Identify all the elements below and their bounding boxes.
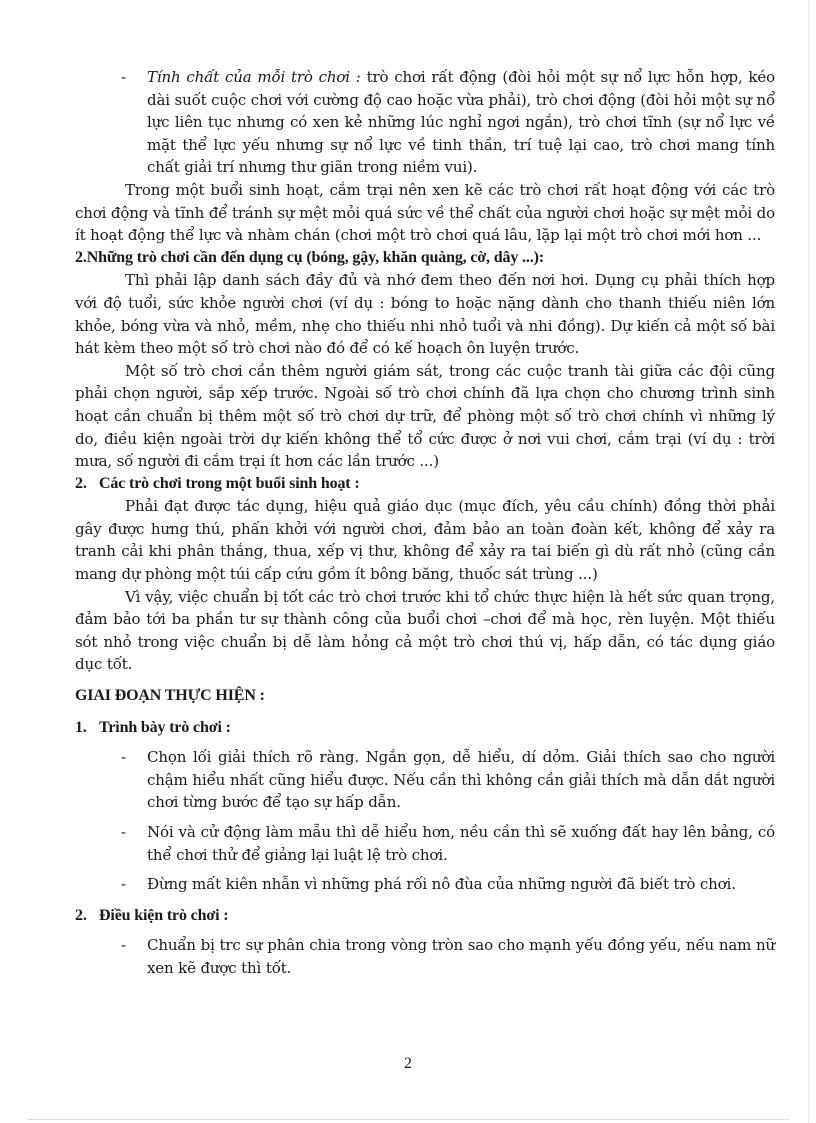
paragraph: Một số trò chơi cần thêm người giám sát, trong các cuộc tranh tài giữa các đội cũng phải chọn người, sắp xếp trước. Ngoài số trò chơi chính đã lựa chọn cho chương trình sinh hoạt cần chuẩn bị thêm một số trò chơi dự trữ, để phòng một số trò chơi chính vì những lý do, điều kiện ngoài trời dự kiến không thể tổ cức được ở nơi vui chơi, cắm trại (ví dụ : trời mưa, số người đi cắm trại ít hơn các lần trước ...) xyxy=(75,361,775,471)
bullet-dash: - xyxy=(121,748,126,767)
paragraph: Vì vậy, việc chuẩn bị tốt các trò chơi trước khi tổ chức thực hiện là hết sức quan trọng, đảm bảo tới ba phần tư sự thành công của buổi chơi –chơi để mà học, rèn luyện. Một thiếu sót nhỏ trong việc chuẩn bị dễ làm hỏng cả một trò chơi thú vị, hấp dẫn, có tác dụng giáo dục tốt. xyxy=(75,587,775,674)
bullet-text: Đừng mất kiên nhẫn vì những phá rối nô đùa của những người đã biết trò chơi. xyxy=(147,875,736,894)
heading-text: Trình bày trò chơi : xyxy=(99,718,231,736)
numbered-heading xyxy=(75,473,775,496)
bullet-dash: - xyxy=(121,875,126,894)
bullet-item xyxy=(121,934,775,979)
bullet-item xyxy=(121,873,775,896)
page-right-edge xyxy=(808,0,809,1123)
numbered-heading xyxy=(75,717,775,740)
bullet-dash: - xyxy=(121,936,126,955)
bullet-item xyxy=(121,746,775,814)
heading-number: 1. xyxy=(75,718,87,736)
bullet-item xyxy=(121,821,775,866)
paragraph: Trong một buổi sinh hoạt, cắm trại nên xen kẽ các trò chơi rất hoạt động với các trò chơi động và tĩnh để tránh sự mệt mỏi quá sức về thể chất của người chơi hoặc sự mệt mỏi do ít hoạt động thể lực và nhàm chán (chơi một trò chơi quá lâu, lặp lại một trò chơi mới hơn ... xyxy=(75,180,775,245)
paragraph: Phải đạt được tác dụng, hiệu quả giáo dục (mục đích, yêu cầu chính) đồng thời phải gây được hưng thú, phấn khởi với người chơi, đảm bảo an toàn đoàn kết, không để xảy ra tranh cải khi phân thắng, thua, xếp vị thư, không để xảy ra tai biến gì dù rất nhỏ (cũng cần mang dự phòng một túi cấp cứu gồm ít bông băng, thuốc sát trùng ...) xyxy=(75,497,775,584)
bullet-dash: - xyxy=(121,823,126,841)
page-number: 2 xyxy=(404,1055,412,1072)
bullet-text: Chọn lối giải thích rõ ràng. Ngắn gọn, dễ hiểu, dí dỏm. Giải thích sao cho người chậm hiểu nhất cũng hiểu được. Nếu cần thì không cần giải thích mà dẫn dắt người chơi từng bước để tạo sự hấp dẫn. xyxy=(147,748,775,812)
bullet-item xyxy=(121,66,775,179)
numbered-heading xyxy=(75,905,775,928)
heading-number: 2. xyxy=(75,474,87,492)
heading-text: Các trò chơi trong một buổi sinh hoạt : xyxy=(99,474,360,492)
paragraph: Thì phải lập danh sách đầy đủ và nhớ đem theo đến nơi hơi. Dụng cụ phải thích hợp với độ tuổi, sức khỏe người chơi (ví dụ : bóng to hoặc nặng dành cho thanh thiếu niên lớn khỏe, bóng vừa và nhỏ, mềm, nhẹ cho thiếu nhi nhỏ tuổi và nhi đồng). Dự kiến cả một số bài hát kèm theo một số trò chơi nào đó để có kế hoạch ôn luyện trước. xyxy=(75,271,775,358)
phase-heading: GIAI ĐOẠN THỰC HIỆN : xyxy=(75,687,265,705)
page-content xyxy=(75,66,775,980)
heading-text: Điều kiện trò chơi : xyxy=(99,906,229,924)
section-heading: 2.Những trò chơi cần đến dụng cụ (bóng, gậy, khăn quàng, cờ, dây ...): xyxy=(75,248,544,266)
bullet-text xyxy=(147,66,775,179)
heading-number: 2. xyxy=(75,906,87,924)
page-bottom-divider xyxy=(28,1119,788,1120)
bullet-text: Chuẩn bị trc sự phân chia trong vòng tròn sao cho mạnh yếu đồng yếu, nếu nam nữ xen kẽ được thì tốt. xyxy=(147,936,775,977)
italic-term: Tính chất của mỗi trò chơi : xyxy=(147,68,361,86)
bullet-dash: - xyxy=(121,68,126,86)
bullet-text: Nói và cử động làm mẫu thì dễ hiểu hơn, nều cần thì sẽ xuống đất hay lên bảng, có thể chơi thử để giảng lại luật lệ trò chơi. xyxy=(147,823,775,864)
bullet-body: trò chơi rất động (đòi hỏi một sự nổ lực hỗn hợp, kéo dài suốt cuộc chơi với cường độ cao hoặc vừa phải), trò chơi động (đòi hỏi một sự nổ lực liên tục nhưng có xen kẻ những lúc nghỉ ngơi ngắn), trò chơi tĩnh (sự nổ lực về mặt thể lực yếu nhưng sự nổ lực về tinh thần, trí tuệ lại cao, trò chơi mang tính chất giải trí nhưng thư giãn trong niềm vui). xyxy=(147,68,775,177)
